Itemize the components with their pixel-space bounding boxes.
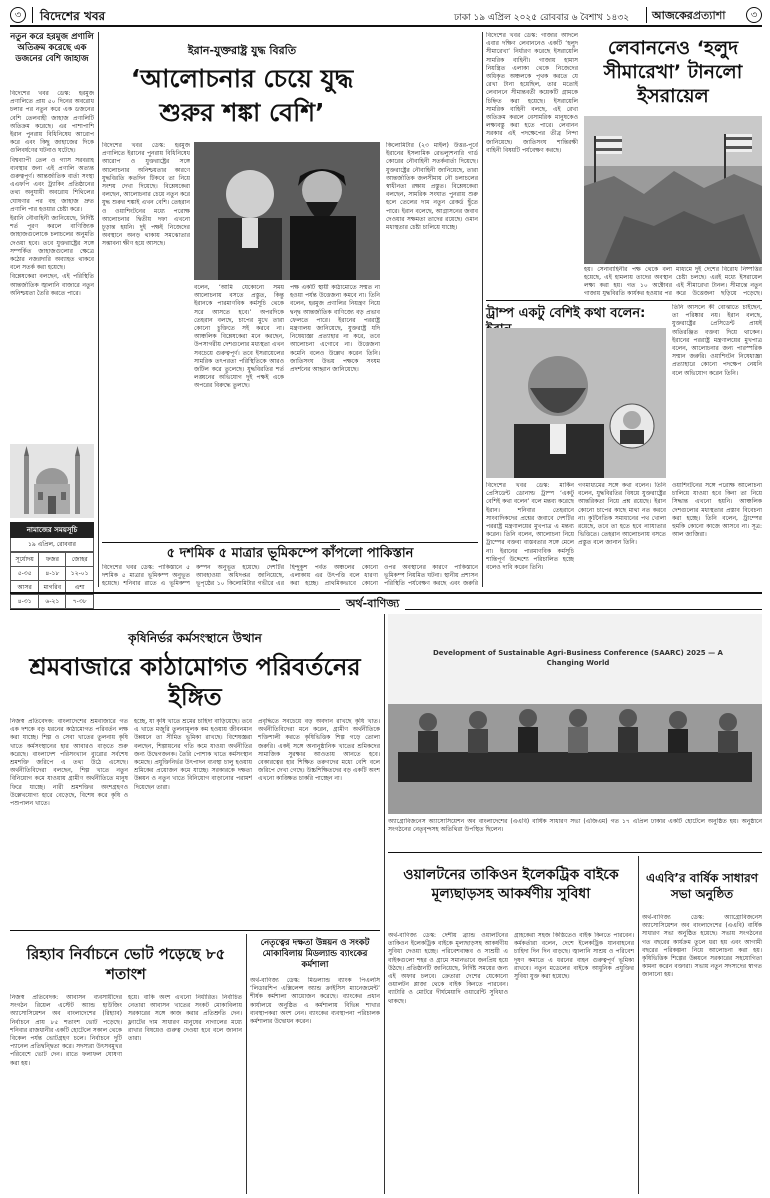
trump-story: [486, 304, 762, 588]
walton-story: [388, 856, 634, 1194]
prayer-cell: ৫-৩৫: [11, 567, 39, 581]
trump-headline: ট্রাম্প একটু বেশিই কথা বলেন:: [486, 306, 646, 321]
economy-col1: নিজস্ব প্রতিবেদক: বাংলাদেশের শ্রমবাজারে গত এক দশকে বড় ধরনের কাঠামোগত পরিবর্তন লক্ষ করা যাচ্ছে। শিল্প ও সেবা খাতের তুলনায় কৃষি খাতে কর্মসংস্থানের হার আবারও বাড়তে শুরু করেছে। বাংলাদেশ পরিসংখ্যান ব্যুরোর সর্বশেষ শ্রমশক্তি জরিপে এ তথ্য উঠে এসেছে। অর্থনীতিবিদেরা বলছেন, শিল্প খাতে নতুন বিনিয়োগ কমে যাওয়ায় গ্রামীণ অর্থনীতিতে মানুষ ফিরে যাচ্ছে। নারী শ্রমশক্তির অংশগ্রহণও উল্লেখযোগ্য হারে বেড়েছে, বিশেষ করে কৃষি ও পশুপালন খাতে।: [10, 718, 128, 808]
spokesman-photo-icon: [486, 328, 666, 478]
divider-trump: [486, 300, 762, 301]
rehab-headline: রিহ্যাব নির্বাচনে ভোট পড়েছে ৮৫ শতাংশ: [26, 945, 226, 983]
rehab-body-1: নিজস্ব প্রতিবেদক: আবাসন ব্যবসায়ীদের সংগঠন রিয়েল এস্টেট অ্যান্ড হাউজিং অ্যাসোসিয়েশন অব বাংলাদেশের (রিহ্যাব) নির্বাচনে প্রায় ৮৫ শতাংশ ভোট পড়েছে। শনিবার রাজধানীর একটি হোটেলে সকাল থেকে বিকেল পর্যন্ত ভোটগ্রহণ চলে। নির্বাচনে দুটি প্যানেল প্রতিদ্বন্দ্বিতা করে। সদস্যরা উৎসবমুখর পরিবেশে ভোট দেন। রাতে ফলাফল ঘোষণা করা হয়।: [10, 994, 122, 1067]
left-para: বিদেশের খবর ডেস্ক: হরমুজ প্রণালিতে প্রায় ৫০ দিনের অবরোধ চলার পর নতুন করে এক ডজনের বেশি তেলবাহী জাহাজ প্রণালিটি অতিক্রম করেছে। এর পাশাপাশি ইরান পুনরায় বিধিনিষেধ আরোপ করে এবং কিছু জাহাজের দিকে গুলিবর্ষণের ঘটনাও ঘটেছে।: [10, 90, 94, 155]
walton-body-2: গ্রাহকেরা সহজ কিস্তিতেও বাইক কিনতে পারবেন। কর্মকর্তারা বলেন, দেশে ইলেকট্রিক যানবাহনের চাহিদা দিন দিন বাড়ছে। জ্বালানি সাশ্রয় ও পরিবেশ দূষণ কমাতে এ ধরনের বাহন গুরুত্বপূর্ণ ভূমিকা রাখবে। নতুন মডেলের বাইকে আধুনিক প্রযুক্তির সুবিধা যুক্ত করা হয়েছে।: [514, 932, 634, 981]
economy-section-title: অর্থ-বাণিজ্য: [340, 595, 405, 614]
trump-photo: [486, 328, 666, 478]
left-para: ইরানি নৌবাহিনী জানিয়েছে, নির্দিষ্ট শর্ত পূরণ করলে বাণিজ্যিক জাহাজগুলোকে চলাচলের অনুমতি দেওয়া হবে। তবে যুক্তরাষ্ট্রের সঙ্গে সম্পর্কিত জাহাজগুলোর ক্ষেত্রে কঠোর নজরদারি অব্যাহত থাকবে বলে সতর্ক করা হয়েছে।: [10, 215, 94, 272]
prayer-cell: ৬-২১: [39, 595, 66, 609]
date-line: ঢাকা ১৯ এপ্রিল ২০২৫ রোববার ৬ বৈশাখ ১৪৩২: [454, 13, 630, 23]
paper-name-b: প্রত্যাশা: [692, 9, 726, 22]
walton-body-1: অর্থ-বাণিজ্য ডেস্ক: দেশীয় ব্র্যান্ড ওয়ালটনের তাকিওন ইলেকট্রিক বাইকে মূল্যছাড়সহ আকর্ষণীয় সুবিধা দেওয়া হচ্ছে। পরিবেশবান্ধব ও সাশ্রয়ী এ বাইকগুলো শহর ও গ্রামে সমানভাবে জনপ্রিয় হয়ে উঠছে। প্রতিষ্ঠানটি জানিয়েছে, নির্দিষ্ট সময়ের জন্য এই অফার চলবে। ক্রেতারা দেশের যেকোনো ওয়ালটন প্লাজা থেকে বাইক কিনতে পারবেন। ব্যাটারি ও মোটরে দীর্ঘমেয়াদি ওয়ারেন্টি সুবিধাও থাকছে।: [388, 932, 508, 1005]
trump-side: তিনি আসলে কী বোঝাতে চাইছেন, তা পরিষ্কার নয়। ইরান বলছে, যুক্তরাষ্ট্রের প্রেসিডেন্ট প্রায়ই অতিরঞ্জিত বক্তব্য দিয়ে থাকেন। ইরানের পররাষ্ট্র মন্ত্রণালয়ের মুখপাত্র বলেন, আলোচনার জন্য পারস্পরিক সম্মান জরুরি। ওয়াশিংটন নিষেধাজ্ঞা প্রত্যাহারে কোনো পদক্ষেপ নেয়নি বলে অভিযোগ করেন তিনি।: [672, 304, 762, 377]
iran-col4: কিলোমিটার (২৩ মাইল) উত্তর-পূর্বে ইরানের ইসলামিক রেভল্যুশনারি গার্ড কোরের নৌবাহিনী সতর্কবার্তা দিয়েছে। যুক্তরাষ্ট্রের নৌবাহিনী জানিয়েছে, তারা আন্তর্জাতিক জলসীমায় নৌ চলাচলের স্বাধীনতা রক্ষায় প্রস্তুত। বিশ্লেষকেরা বলছেন, সামরিক সংঘাত পুনরায় শুরু হলে তেলের দাম নতুন রেকর্ড ছুঁতে পারে। ইরান বলেছে, আগ্রাসনের জবাব দেওয়ার সক্ষমতা তাদের রয়েছে। ওমান মধ্যস্থতার চেষ্টা চালিয়ে যাচ্ছে।: [386, 142, 478, 232]
header-divider-left: [32, 7, 33, 23]
economy-col3: প্রবৃদ্ধিতে সবচেয়ে বড় অবদান রাখছে কৃষি খাত। অর্থনীতিবিদেরা মনে করেন, গ্রামীণ অর্থনীতিকে শক্তিশালী করতে কৃষিভিত্তিক শিল্প গড়ে তোলা জরুরি। একই সঙ্গে অনানুষ্ঠানিক খাতের শ্রমিকদের সামাজিক সুরক্ষার আওতায় আনতে হবে। বেকারত্বের হার শিক্ষিত তরুণদের মধ্যে বেশি বলে জরিপে দেখা গেছে। উচ্চশিক্ষিতদের বড় একটি অংশ এখনো কাঙ্ক্ষিত চাকরি পাচ্ছেন না।: [258, 718, 380, 783]
divider-rehab: [10, 930, 380, 931]
iran-headline: ‘আলোচনার চেয়ে যুদ্ধ শুরুর শঙ্কা বেশি’: [130, 64, 354, 127]
quake-col4: ওপর অবস্থানের কারণে পাকিস্তানে ভূমিকম্প নিয়মিত ঘটনা। স্থানীয় প্রশাসন পরিস্থিতি পর্যবেক্ষণ করছে এবং জরুরি: [384, 564, 478, 588]
economy-section-bar: [10, 592, 762, 610]
iran-story: [102, 32, 478, 540]
prayer-cell: জোহর: [66, 553, 94, 567]
paper-logo: [652, 7, 725, 26]
aab-photo: [388, 614, 762, 814]
quake-col1: বিদেশের খবর ডেস্ক: পাকিস্তানে ৫ দশমিক ৫ মাত্রার ভূমিকম্প অনুভূত হয়েছে। শনিবার রাতে এ ভূমিকম্প: [102, 564, 190, 588]
aab-photo-banner: Development of Sustainable Agri-Business Conference (SAARC) 2025 — A Changing World: [433, 649, 723, 667]
left-column: [10, 32, 94, 605]
economy-kicker: কৃষিনির্ভর কর্মসংস্থানে উত্থান: [128, 631, 262, 645]
mtb-headline: নেতৃত্বের দক্ষতা উন্নয়ন ও সংকট মোকাবিলায় মিডল্যান্ড ব্যাংকের কর্মশালা: [260, 938, 370, 970]
trump-below-1: বিদেশের খবর ডেস্ক: মার্কিন প্রেসিডেন্ট ডোনাল্ড ট্রাম্প ‘একটু বেশিই কথা বলেন’ বলে মন্তব্য করেছে ইরান। শনিবার তেহরানে সাংবাদিকদের প্রশ্নের জবাবে দেশটির পররাষ্ট্র মন্ত্রণালয়ের মুখপাত্র এ মন্তব্য করেন। তিনি বলেন, আলোচনা নিয়ে ট্রাম্পের বক্তব্য বাস্তবতার সঙ্গে মেলে না। ইরানের পারমাণবিক কর্মসূচি শান্তিপূর্ণ উদ্দেশ্যে পরিচালিত হচ্ছে বলেও দাবি করেন তিনি।: [486, 482, 574, 572]
divider-walton: [388, 852, 762, 853]
agm-stage-photo-icon: [388, 614, 762, 814]
walton-headline: ওয়ালটনের তাকিওন ইলেকট্রিক বাইকে মূল্যছাড়সহ আকর্ষণীয় সুবিধা: [403, 867, 619, 902]
prayer-cell: ১২-০১: [66, 567, 94, 581]
iran-kicker: ইরান-যুক্তরাষ্ট্র যুদ্ধ বিরতি: [187, 44, 297, 57]
rehab-body-2: হয়ে। বাকি অংশ এখনো নির্ধারিত। নির্বাচিত নেতারা আবাসন খাতের সংকট মোকাবিলায় সরকারের সঙ্গে কাজ করার প্রতিশ্রুতি দেন। ফ্ল্যাটের দাম সাধারণ মানুষের নাগালের মধ্যে রাখার বিষয়েও গুরুত্ব দেওয়া হবে বলে জানান তারা।: [128, 994, 242, 1043]
page-number-right: ৩: [746, 7, 762, 23]
iran-col2: বলেন, ‘আমি যেকোনো সময় আলোচনায় বসতে প্রস্তুত, কিন্তু ইরানকে পারমাণবিক কর্মসূচি থেকে সরে আসতে হবে।’ অপরদিকে তেহরান বলছে, চাপের মুখে তারা কোনো চুক্তিতে সই করবে না। আঞ্চলিক বিশ্লেষকেরা মনে করছেন, উপসাগরীয় দেশগুলোর মধ্যস্থতা এখন সবচেয়ে গুরুত্বপূর্ণ। তবে ইসরায়েলের সামরিক তৎপরতা পরিস্থিতিকে আরও জটিল করে তুলেছে। যুদ্ধবিরতির শর্ত লঙ্ঘনের অভিযোগ দুই পক্ষই একে অপরের বিরুদ্ধে তুলছে।: [194, 284, 284, 390]
prayer-cell: ৪-১৮: [39, 567, 66, 581]
lebanon-body: বিদেশের খবর ডেস্ক: গাজার আদলে এবার দক্ষিণ লেবাননেও একটি ‘হলুদ সীমারেখা’ নির্ধারণ করেছে ইসরায়েলি সামরিক বাহিনী। গাজায় হামাস নিয়ন্ত্রিত এলাকা থেকে নিজেদের অধিকৃত অঞ্চলকে পৃথক করতে যে রেখা টানা হয়েছিল, তার মতোই লেবাননে সীমান্তবর্তী কয়েকটি গ্রামকে চিহ্নিত করা হয়েছে। ইসরায়েলি সামরিক বাহিনী বলছে, এই রেখা অতিক্রম করলে বেসামরিক মানুষকেও লক্ষ্যবস্তু করা হতে পারে। লেবানন সরকার এই পদক্ষেপের তীব্র নিন্দা জানিয়েছে। জাতিসংঘ শান্তিরক্ষী বাহিনী বিষয়টি পর্যবেক্ষণ করছে।: [486, 32, 578, 154]
iran-photo: [194, 142, 380, 280]
prayer-cell: এশা: [66, 581, 94, 595]
trump-below-3: ওয়াশিংটনের সঙ্গে পরোক্ষ আলোচনা চালিয়ে যাওয়া হবে কিনা তা নিয়ে সিদ্ধান্ত এখনো হয়নি। আঞ্চলিক দেশগুলোর মধ্যস্থতার প্রস্তাব বিবেচনা করা হচ্ছে। তিনি বলেন, ট্রাম্পের হুমকি কোনো কাজে আসবে না। সূত্র: আল জাজিরা।: [672, 482, 762, 539]
lebanon-headline: লেবাননেও ‘হলুদ সীমারেখা’ টানলো ইসরায়েল: [603, 37, 743, 107]
page-number-left: ৩: [10, 7, 26, 23]
left-para: বিশ্বব্যাপী তেল ও গ্যাস সরবরাহ ব্যবস্থার জন্য এই প্রণালি অত্যন্ত গুরুত্বপূর্ণ। আন্তর্জাতিক বার্তা সংস্থা এএফপি এবং ট্র্যাকিং প্রতিষ্ঠানের তথ্য অনুযায়ী অবরোধ শিথিলের ঘোষণার পর বহু জাহাজ দ্রুত প্রণালি পার হওয়ার চেষ্টা করে।: [10, 156, 94, 213]
section-title: বিদেশের খবর: [40, 9, 106, 23]
prayer-date: ১৯ এপ্রিল, রোববার: [10, 538, 94, 552]
lebanon-caption-2: মাধ্যমে দুই দেশের বিরোধ নিষ্পত্তির চেষ্টা চলছে। এরই মধ্যে ইসরায়েল এই সীমারেখা টানল। সীমান্তে নতুন করে উত্তেজনা ছড়িয়ে পড়েছে।: [676, 266, 762, 296]
prayer-title: নামাজের সময়সূচি: [10, 522, 94, 538]
paper-name-a: আজকের: [652, 9, 693, 22]
divider-quake: [102, 542, 478, 543]
left-body: [10, 90, 94, 440]
aab-body: অর্থ-বাণিজ্য ডেস্ক: অ্যাগ্রোবিজনেস অ্যাসোসিয়েশন অব বাংলাদেশের (এএবি) বার্ষিক সাধারণ সভা অনুষ্ঠিত হয়েছে। সভায় সংগঠনের গত বছরের কার্যক্রম তুলে ধরা হয় এবং আগামী বছরের পরিকল্পনা নিয়ে আলোচনা করা হয়। কৃষিভিত্তিক শিল্পের উন্নয়নে সরকারের সহযোগিতা কামনা করেন বক্তারা। সভায় নতুন সদস্যদের স্বাগত জানানো হয়।: [642, 914, 762, 979]
table-row: [11, 567, 94, 581]
column-divider: [246, 934, 247, 1194]
quake-col2: কম্পন অনুভূত হয়েছে। দেশটির আবহাওয়া অধিদপ্তর জানিয়েছে, ভূপৃষ্ঠের ১০ কিলোমিটার গভীরে এর: [196, 564, 284, 588]
quake-col3: হিন্দুকুশ পর্বত অঞ্চলের কোনো এলাকায় এর উৎপত্তি বলে ধারণা করা হচ্ছে। প্রাথমিকভাবে কোনো: [290, 564, 378, 588]
lebanon-story: [486, 32, 762, 296]
column-divider: [638, 856, 639, 1194]
iran-col1: বিদেশের খবর ডেস্ক: হরমুজ প্রণালিতে ইরানের পুনরায় বিধিনিষেধ আরোপ ও যুক্তরাষ্ট্রের সঙ্গে আলোচনার অনিশ্চয়তার কারণে যুদ্ধবিরতি কতদিন টিকবে তা নিয়ে সংশয় দেখা দিয়েছে। বিশ্লেষকেরা বলছেন, আলোচনার চেয়ে নতুন করে যুদ্ধ শুরুর শঙ্কাই এখন বেশি। তেহরান ও ওয়াশিংটনের মধ্যে পরোক্ষ আলোচনার দ্বিতীয় দফা এখনো চূড়ান্ত হয়নি। দুই পক্ষই নিজেদের অবস্থানে অনড় থাকায় সমঝোতার সম্ভাবনা ক্ষীণ হয়ে আসছে।: [102, 142, 190, 248]
economy-col2: হচ্ছে, যা কৃষি খাতে শ্রমের চাহিদা বাড়িয়েছে। তবে এ খাতে মজুরি তুলনামূলক কম হওয়ায় জীবনমান উন্নয়নে তা সীমিত ভূমিকা রাখছে। বিশেষজ্ঞরা বলছেন, শিল্পায়নের গতি কমে যাওয়া অর্থনীতির জন্য উদ্বেগজনক। তৈরি পোশাক খাতে কর্মসংস্থান কমেছে। প্রযুক্তিনির্ভর উৎপাদন ব্যবস্থা চালু হওয়ায় শ্রমিকের প্রয়োজন কমে যাচ্ছে। সরকারকে দক্ষতা উন্নয়ন ও নতুন খাতে বিনিয়োগ বাড়ানোর পরামর্শ দিয়েছেন তারা।: [134, 718, 252, 791]
aab-story: [642, 856, 762, 1194]
mosque-icon: [10, 444, 94, 518]
column-divider: [384, 614, 385, 1194]
rehab-story: [10, 934, 242, 1194]
lebanon-caption-1: হয়। সেনাবাহিনীর পক্ষ থেকে বলা হয়েছে, এই হামলায় তাদের অবস্থান লক্ষ্য করা হয়। গত ১০ অক্টোবর গাজায় যুদ্ধবিরতি কার্যকর হওয়ার পর: [584, 266, 672, 296]
header-bar: [10, 5, 762, 27]
column-divider: [482, 32, 483, 587]
quake-body: [102, 564, 478, 588]
lebanon-photo: [584, 116, 762, 264]
aab-headline: এএবি’র বার্ষিক সাধারণ সভা অনুষ্ঠিত: [646, 871, 758, 901]
prayer-cell: ৪-৩১: [11, 595, 39, 609]
mtb-story: [250, 934, 380, 1194]
column-divider: [98, 32, 99, 587]
prayer-cell: ফজর: [39, 553, 66, 567]
economy-story: [10, 614, 380, 924]
header-divider-right: [646, 7, 647, 23]
aab-photo-caption: অ্যাগ্রোবিজনেস অ্যাসোসিয়েশন অব বাংলাদেশের (এএবি) বার্ষিক সাধারণ সভা (এজিএম) গত ১৭ এপ্রিল ঢাকার একটি হোটেলে অনুষ্ঠিত হয়। অনুষ্ঠানে সংগঠনের নেতৃবৃন্দসহ অতিথিরা উপস্থিত ছিলেন।: [388, 818, 762, 833]
mtb-body: অর্থ-বাণিজ্য ডেস্ক: মিডল্যান্ড ব্যাংক পিএলসি ‘লিডারশিপ এক্সিলেন্স অ্যান্ড ক্রাইসিস ম্যানেজমেন্ট’ শীর্ষক কর্মশালা আয়োজন করেছে। ব্যাংকের প্রধান কার্যালয়ে অনুষ্ঠিত এ কর্মশালায় বিভিন্ন শাখার ব্যবস্থাপকরা অংশ নেন। ব্যাংকের ব্যবস্থাপনা পরিচালক কর্মশালার উদ্বোধন করেন।: [250, 977, 380, 1026]
mosque-illustration: [10, 444, 94, 518]
quake-headline: ৫ দশমিক ৫ মাত্রার ভূমিকম্পে কাঁপলো পাকিস্তান: [166, 546, 414, 561]
economy-headline: শ্রমবাজারে কাঠামোগত পরিবর্তনের ইঙ্গিত: [29, 653, 361, 711]
prayer-cell: সূর্যোদয়: [11, 553, 39, 567]
table-row: [11, 553, 94, 567]
left-headline: নতুন করে হরমুজ প্রণালি অতিক্রম করেছে এক ডজনের বেশি জাহাজ: [10, 32, 94, 64]
prayer-cell: মাগরিব: [39, 581, 66, 595]
iran-col3: পক্ষ একটি স্থায়ী কাঠামোতে সম্মত না হওয়া পর্যন্ত উত্তেজনা কমবে না। তিনি বলেন, হরমুজ প্রণালির নিয়ন্ত্রণ নিয়ে দ্বন্দ্ব আন্তর্জাতিক বাণিজ্যে বড় প্রভাব ফেলতে পারে। ইরানের পররাষ্ট্র মন্ত্রণালয় জানিয়েছে, যুক্তরাষ্ট্র যদি নিষেধাজ্ঞা প্রত্যাহার না করে, তবে আলোচনা এগোবে না। উত্তেজনা কমেনি বলেও উল্লেখ করেন তিনি। জাতিসংঘ উভয় পক্ষকে সংযম প্রদর্শনের আহ্বান জানিয়েছে।: [290, 284, 380, 374]
leaders-photo-icon: [194, 142, 380, 280]
prayer-cell: ৭-৩৮: [66, 595, 94, 609]
trump-below-2: গণমাধ্যমের সঙ্গে কথা বলেন। তিনি বলেন, যুদ্ধবিরতির বিষয়ে যুক্তরাষ্ট্রের আন্তরিকতা নিয়ে প্রশ্ন রয়েছে। ইরান কোনো চাপের কাছে মাথা নত করবে না। কূটনৈতিক সমাধানের পথ খোলা রয়েছে, তবে তা হতে হবে ন্যায্যতার ভিত্তিতে। তেহরান আলোচনায় বসতে প্রস্তুত বলে জানান তিনি।: [578, 482, 666, 547]
left-para: বিশ্লেষকেরা বলছেন, এই পরিস্থিতি আন্তর্জাতিক জ্বালানি বাজারে নতুন অনিশ্চয়তা তৈরি করতে পারে।: [10, 273, 94, 297]
destroyed-buildings-photo-icon: [584, 116, 762, 264]
prayer-cell: আসর: [11, 581, 39, 595]
